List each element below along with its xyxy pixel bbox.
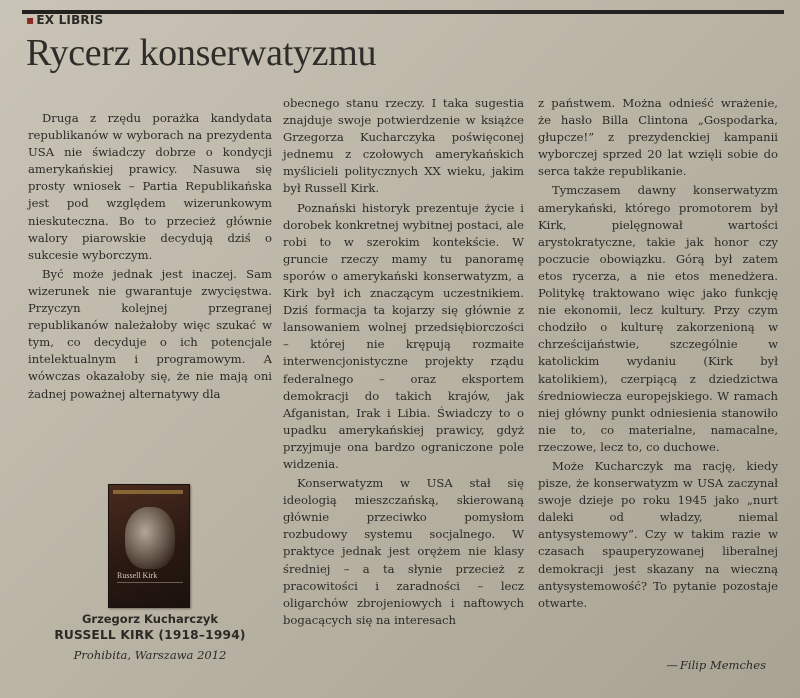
article-headline: Rycerz konserwatyzmu [26,32,377,74]
column-1 [28,110,272,403]
paragraph: z państwem. Można odnieść wrażenie, że hasło Billa Clintona „Gospodarka, głupcze!” z prezydenckiej kampanii wyborczej sprzed 20 lat wzięli sobie do serca także republikanie. [538,96,778,179]
book-title: RUSSELL KIRK (1918–1994) [54,628,246,642]
section-marker-icon: ▪ [26,13,35,27]
paragraph: Konserwatyzm w USA stał się ideologią mieszczańską, skierowaną głównie przeciwko pomysłom rozbudowy systemu socjalnego. W praktyce jednak jest orężem nie klasy średniej – a ta słynie przecież z pracowitości i zaradności – lecz oligarchów zbrojeniowych i naftowych bogacących się na interesach [283,476,524,627]
book-publisher: Prohibita, Warszawa 2012 [73,648,227,662]
cover-stripe [113,490,183,494]
paragraph: Może Kucharczyk ma rację, kiedy pisze, że konserwatyzm w USA zaczynał swoje dzieje po roku 1945 jako „nurt daleki od władzy, niemal antysystemowy”. Czy w takim razie w czasach spauperyzowanej liberalnej demokracji jest skazany na wieczną antysystemowość? To pytanie pozostaje otwarte. [538,458,778,610]
book-cover-image [108,484,190,608]
section-label-text: EX LIBRIS [36,13,104,27]
paragraph: obecnego stanu rzeczy. I taka sugestia znajduje swoje potwierdzenie w książce Grzegorza Kucharczyka poświęconej jednemu z czołowych amerykańskich myślicieli politycznych XX wieku, jakim był Russell Kirk. [283,96,524,196]
cover-subtitle-rule [117,582,183,593]
column-3 [538,95,778,612]
paragraph: Druga z rzędu porażka kandydata republikanów w wyborach na prezydenta USA nie świadczy dobrze o kondycji amerykańskiej prawicy. Nasuwa się prosty wniosek – Partia Republikańska jest pod względem wizerunkowym nieskuteczna. Bo to przecież głównie walory piarowskie decydują dziś o sukcesie wyborczym. [28,111,272,262]
paragraph: Tymczasem dawny konserwatyzm amerykański, którego promotorem był Kirk, pielęgnował wartości arystokratyczne, takie jak honor czy poczucie obowiązku. Górą był zatem etos rycerza, a nie etos menedżera. Politykę traktowano więc jako funkcję nie ekonomii, lecz kultury. Przy czym chodziło o kulturę zakorzenioną w chrześcijaństwie, szczególnie w katolickim wydaniu (Kirk był katolikiem), czerpiącą z dziedzictwa średniowiecza europejskiego. W ramach niej główny punkt odniesienia stanowiło nie to, co materialne, namacalne, rzeczowe, lecz to, co duchowe. [538,183,778,454]
byline-name: Filip Memches [679,658,766,672]
cover-title: Russell Kirk [117,571,158,580]
paragraph: Być może jednak jest inaczej. Sam wizerunek nie gwarantuje zwycięstwa. Przyczyn kolejnej przegranej republikanów należałoby więc szukać w tym, co decyduje o ich potencjale intelektualnym i programowym. A wówczas okazałoby się, że nie mają oni żadnej poważnej alternatywy dla [28,266,272,401]
author-byline [666,658,766,672]
section-label [26,13,103,27]
cover-portrait [125,507,175,569]
column-2 [283,95,524,629]
byline-dash: — [666,658,678,672]
paragraph: Poznański historyk prezentuje życie i dorobek konkretnej wybitnej postaci, ale robi to w szerokim kontekście. W gruncie rzeczy mamy tu panoramę sporów o amerykański konserwatyzm, a Kirk był ich znaczącym uczestnikiem. Dziś formacja ta kojarzy się głównie z lansowaniem wolnej przedsiębiorczości – której nie krępują rozmaite interwencjonistyczne projekty rządu federalnego – oraz eksportem demokracji do takich krajów, jak Afganistan, Irak i Libia. Świadczy to o upadku amerykańskiej prawicy, gdyż przyjmuje ona bardzo ograniczone pole widzenia. [283,200,524,471]
book-author: Grzegorz Kucharczyk [81,612,219,626]
section-rule [22,10,784,14]
